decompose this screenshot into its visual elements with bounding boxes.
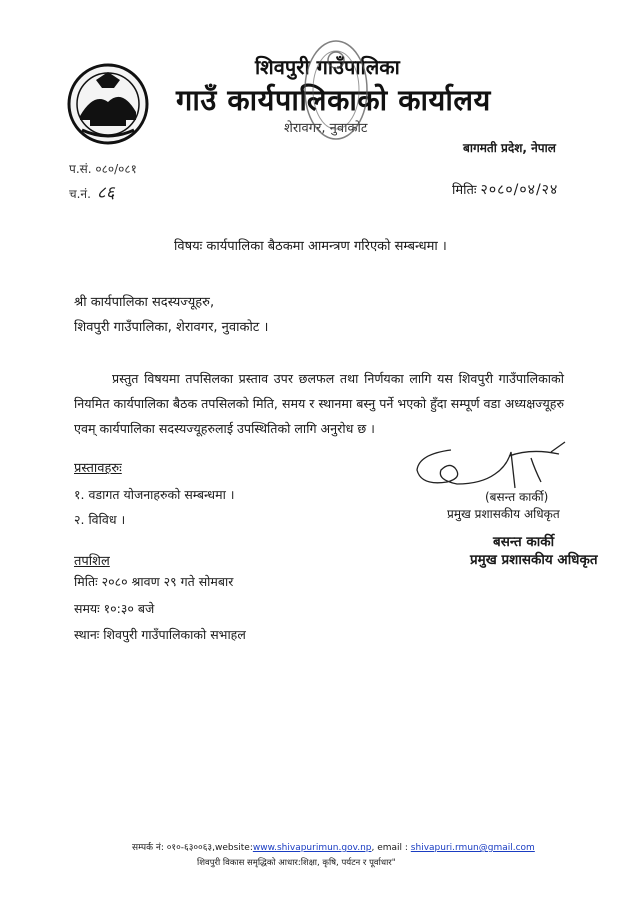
government-emblem-icon: [66, 62, 150, 146]
dispatch-label: च.नं.: [69, 187, 91, 201]
office-title: गाउँ कार्यपालिकाको कार्यालय: [176, 83, 491, 117]
website-link[interactable]: www.shivapurimun.gov.np: [252, 843, 372, 853]
province-label: बागमती प्रदेश, नेपाल: [463, 141, 556, 155]
signatory-title: प्रमुख प्रशासकीय अधिकृत: [447, 507, 560, 521]
subject-line: विषयः कार्यपालिका बैठकमा आमन्त्रण गरिएको सम्बन्धमा ।: [174, 239, 447, 254]
footer-contact: [132, 840, 535, 853]
letter-date: [452, 180, 558, 199]
dispatch-value: ८६: [96, 183, 115, 203]
recipient-line-1: श्री कार्यपालिका सदस्यज्यूहरु,: [74, 295, 215, 310]
meeting-venue: स्थानः शिवपुरी गाउँपालिकाको सभाहल: [74, 627, 246, 642]
proposal-item: १. वडागत योजनाहरुको सम्बन्धमा ।: [74, 487, 235, 502]
dispatch-number: [69, 180, 115, 203]
date-value: २०८०/०४/२४: [480, 182, 559, 198]
footer-email-prefix: , email :: [371, 843, 411, 853]
details-heading: तपशिल: [74, 554, 110, 569]
stamp-name: बसन्त कार्की: [493, 534, 555, 550]
footer-contact-prefix: सम्पर्क नं: ०१०-६३००६३,website:: [132, 843, 253, 853]
signatory-name: (बसन्त कार्की): [485, 490, 549, 504]
stamp-title: प्रमुख प्रशासकीय अधिकृत: [470, 552, 598, 568]
office-seal-stamp: [303, 38, 369, 142]
proposal-item: २. विविध ।: [74, 512, 126, 527]
meeting-time: समयः १०:३० बजे: [74, 601, 155, 616]
handwritten-signature: [411, 440, 569, 492]
meeting-date: मितिः २०८० श्रावण २९ गते सोमबार: [74, 574, 234, 589]
organization-name: शिवपुरी गाउँपालिका: [255, 55, 400, 79]
office-location: शेरावगर, नुवाकोट: [284, 121, 368, 136]
reference-number: प.सं. ०८०/०८१: [69, 162, 137, 176]
date-label: मितिः: [452, 183, 477, 198]
proposals-heading: प्रस्तावहरुः: [74, 461, 122, 476]
body-paragraph: प्रस्तुत विषयमा तपसिलका प्रस्ताव उपर छलफल तथा निर्णयका लागि यस शिवपुरी गाउँपालिकाको नियमित कार्यपालिका बैठक तपसिलको मिति, समय र स्थानमा बस्नु पर्ने भएको हुँदा सम्पूर्ण वडा अध्यक्षज्यूहरु एवम् कार्यपालिका सदस्यज्यूहरुलाई उपस्थितिको लागि अनुरोध छ ।: [74, 371, 564, 436]
recipient-line-2: शिवपुरी गाउँपालिका, शेरावगर, नुवाकोट ।: [74, 320, 269, 335]
email-link[interactable]: shivapuri.rmun@gmail.com: [410, 843, 535, 853]
footer-slogan: शिवपुरी विकास समृद्धिको आधार:शिक्षा, कृषि, पर्यटन र पूर्वाधार": [197, 858, 396, 868]
